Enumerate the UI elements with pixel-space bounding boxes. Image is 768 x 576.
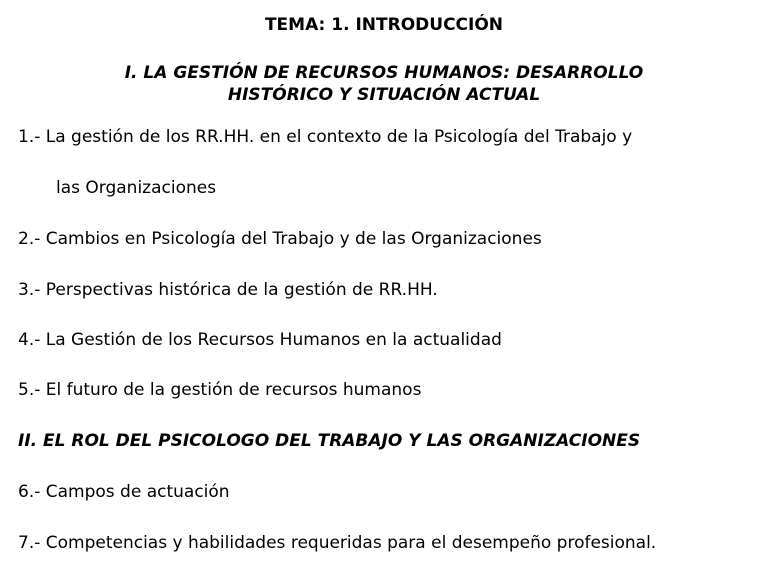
list-item-1: 1.- La gestión de los RR.HH. en el contexto de la Psicología del Trabajo y — [18, 127, 633, 147]
list-item-5: 5.- El futuro de la gestión de recursos humanos — [18, 380, 422, 400]
section-1-heading-line-1: I. LA GESTIÓN DE RECURSOS HUMANOS: DESARROLLO — [124, 63, 644, 83]
list-item-6: 6.- Campos de actuación — [18, 482, 230, 502]
list-item-2: 2.- Cambios en Psicología del Trabajo y de las Organizaciones — [18, 229, 542, 249]
list-item-1-continuation: las Organizaciones — [56, 178, 217, 198]
list-item-4: 4.- La Gestión de los Recursos Humanos en la actualidad — [18, 330, 502, 350]
section-1-heading — [0, 62, 768, 106]
page-title: TEMA: 1. INTRODUCCIÓN — [264, 15, 504, 35]
section-2-heading: II. EL ROL DEL PSICOLOGO DEL TRABAJO Y LAS ORGANIZACIONES — [18, 431, 641, 451]
list-item-7: 7.- Competencias y habilidades requeridas para el desempeño profesional. — [18, 533, 657, 553]
list-item-3: 3.- Perspectivas histórica de la gestión de RR.HH. — [18, 280, 438, 300]
section-1-heading-line-2: HISTÓRICO Y SITUACIÓN ACTUAL — [227, 85, 541, 105]
